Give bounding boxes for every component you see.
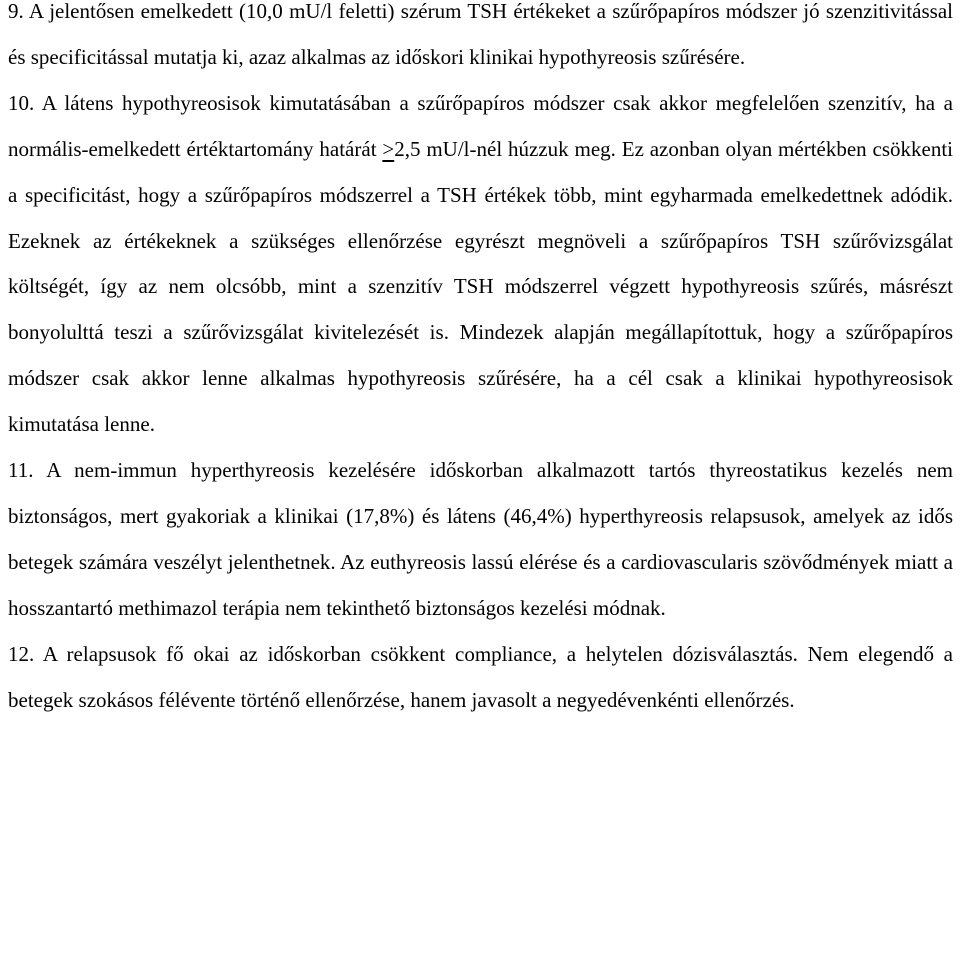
greater-equal-symbol: > — [382, 136, 395, 161]
document-body — [8, 0, 953, 724]
paragraph-text: 9. A jelentősen emelkedett (10,0 mU/l feletti) szérum TSH értékeket a szűrőpapíros módszer jó szenzitivitással és specificitással mutatja ki, azaz alkalmas az időskori klinikai hypothyreosis szűrésére. — [8, 0, 953, 69]
paragraph-item-10 — [8, 81, 953, 448]
paragraph-item-11 — [8, 448, 953, 632]
paragraph-text-after: 2,5 mU/l-nél húzzuk meg. Ez azonban olyan mértékben csökkenti a specificitást, hogy a szűrőpapíros módszerrel a TSH értékek több, mint egyharmada emelkedettnek adódik. Ezeknek az értékeknek a szükséges ellenőrzése egyrészt megnöveli a szűrőpapíros TSH szűrővizsgálat költségét, így az nem olcsóbb, mint a szenzitív TSH módszerrel végzett hypothyreosis szűrés, másrészt bonyolulttá teszi a szűrővizsgálat kivitelezését is. Mindezek alapján megállapítottuk, hogy a szűrőpapíros módszer csak akkor lenne alkalmas hypothyreosis szűrésére, ha a cél csak a klinikai hypothyreosisok kimutatása lenne. — [8, 136, 953, 437]
paragraph-item-12 — [8, 632, 953, 724]
paragraph-text: 12. A relapsusok fő okai az időskorban csökkent compliance, a helytelen dózisválasztás. Nem elegendő a betegek szokásos félévente történő ellenőrzése, hanem javasolt a negyedévenkénti ellenőrzés. — [8, 641, 953, 712]
paragraph-item-9 — [8, 0, 953, 81]
paragraph-text: 11. A nem-immun hyperthyreosis kezelésére időskorban alkalmazott tartós thyreostatikus kezelés nem biztonságos, mert gyakoriak a klinikai (17,8%) és látens (46,4%) hyperthyreosis relapsusok, amelyek az idős betegek számára veszélyt jelenthetnek. Az euthyreosis lassú elérése és a cardiovascularis szövődmények miatt a hosszantartó methimazol terápia nem tekinthető biztonságos kezelési módnak. — [8, 458, 953, 620]
paragraph-text-before: 10. A látens hypothyreosisok kimutatásában a szűrőpapíros módszer csak akkor megfelelően szenzitív, ha a normális-emelkedett értéktartomány határát — [8, 90, 953, 161]
